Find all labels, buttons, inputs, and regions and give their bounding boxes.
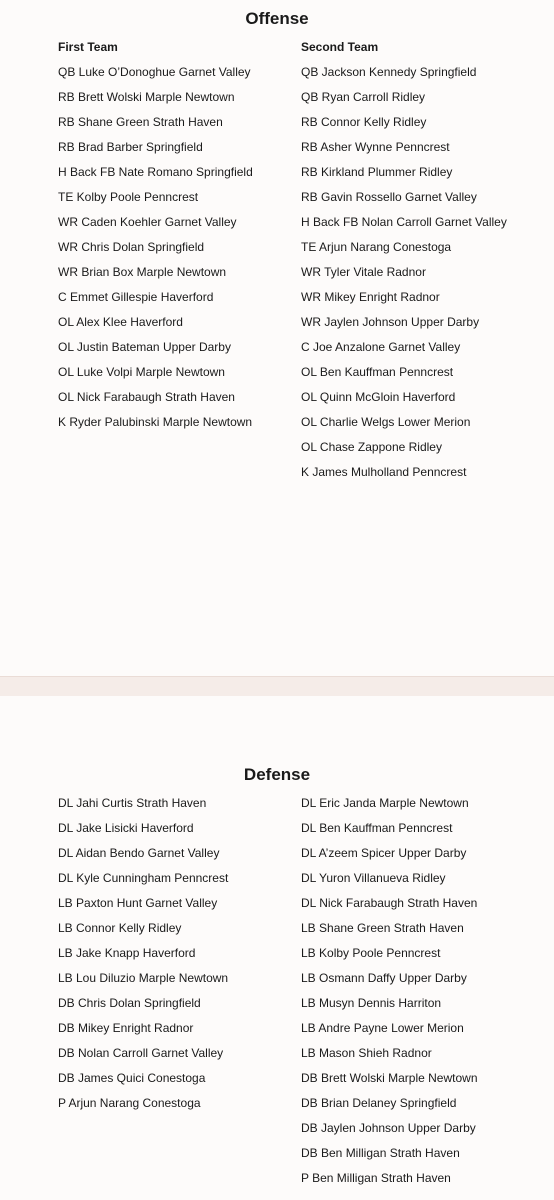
offense-second-team-item: RB Asher Wynne Penncrest [301,140,450,154]
offense-second-team-item: WR Tyler Vitale Radnor [301,265,426,279]
offense-first-team-item: WR Caden Koehler Garnet Valley [58,215,237,229]
defense-first-team-item: DB Nolan Carroll Garnet Valley [58,1046,224,1060]
offense-second-team-item: K James Mulholland Penncrest [301,465,467,479]
defense-second-team-item: LB Andre Payne Lower Merion [301,1021,464,1035]
offense-first-team-list [58,60,253,435]
offense-second-team-item: OL Charlie Welgs Lower Merion [301,415,471,429]
offense-first-team-item: OL Justin Bateman Upper Darby [58,340,231,354]
defense-first-team-item: DL Kyle Cunningham Penncrest [58,871,229,885]
offense-second-team-item: H Back FB Nolan Carroll Garnet Valley [301,215,507,229]
offense-second-team-item: TE Arjun Narang Conestoga [301,240,452,254]
offense-first-team-item: K Ryder Palubinski Marple Newtown [58,415,253,429]
first-team-heading: First Team [58,40,118,54]
defense-second-team-item: DL A’zeem Spicer Upper Darby [301,846,467,860]
offense-second-team-item: RB Connor Kelly Ridley [301,115,427,129]
defense-second-team-item: DB Jaylen Johnson Upper Darby [301,1121,476,1135]
offense-first-team-item: RB Shane Green Strath Haven [58,115,223,129]
offense-second-team-item: QB Jackson Kennedy Springfield [301,65,477,79]
defense-second-team-item: LB Shane Green Strath Haven [301,921,464,935]
offense-second-team-item: WR Jaylen Johnson Upper Darby [301,315,480,329]
defense-first-team-item: LB Paxton Hunt Garnet Valley [58,896,218,910]
defense-second-team-list [301,791,478,1191]
offense-second-team-item: OL Quinn McGloin Haverford [301,390,456,404]
offense-second-team-list [301,60,507,485]
defense-first-team-item: P Arjun Narang Conestoga [58,1096,201,1110]
defense-second-team-item: DL Eric Janda Marple Newtown [301,796,469,810]
defense-first-team-item: LB Connor Kelly Ridley [58,921,182,935]
defense-second-team-item: DB Brian Delaney Springfield [301,1096,457,1110]
defense-first-team-item: DB James Quici Conestoga [58,1071,206,1085]
offense-first-team-item: QB Luke O’Donoghue Garnet Valley [58,65,251,79]
defense-second-team-item: LB Mason Shieh Radnor [301,1046,432,1060]
offense-title: Offense [245,9,309,28]
offense-first-team-item: TE Kolby Poole Penncrest [58,190,199,204]
defense-second-team-item: LB Musyn Dennis Harriton [301,996,442,1010]
defense-first-team-list [58,791,228,1116]
defense-second-team-item: P Ben Milligan Strath Haven [301,1171,451,1185]
offense-second-team-item: QB Ryan Carroll Ridley [301,90,426,104]
defense-first-team-item: DL Jahi Curtis Strath Haven [58,796,207,810]
defense-first-team-item: DL Jake Lisicki Haverford [58,821,194,835]
defense-second-team-item: DL Yuron Villanueva Ridley [301,871,446,885]
page-separator [0,676,554,698]
offense-first-team-item: RB Brad Barber Springfield [58,140,203,154]
defense-page [0,696,554,1200]
defense-first-team-item: DB Chris Dolan Springfield [58,996,201,1010]
offense-second-team-item: WR Mikey Enright Radnor [301,290,440,304]
defense-first-team-item: DL Aidan Bendo Garnet Valley [58,846,220,860]
offense-first-team-item: OL Luke Volpi Marple Newtown [58,365,225,379]
defense-first-team-item: LB Lou Diluzio Marple Newtown [58,971,229,985]
second-team-heading: Second Team [301,40,379,54]
defense-second-team-item: DL Ben Kauffman Penncrest [301,821,453,835]
defense-first-team-item: LB Jake Knapp Haverford [58,946,196,960]
defense-second-team-item: LB Osmann Daffy Upper Darby [301,971,467,985]
offense-first-team-item: H Back FB Nate Romano Springfield [58,165,253,179]
defense-title: Defense [243,765,311,784]
offense-first-team-item: OL Nick Farabaugh Strath Haven [58,390,235,404]
offense-first-team-item: OL Alex Klee Haverford [58,315,183,329]
offense-first-team-item: RB Brett Wolski Marple Newtown [58,90,235,104]
defense-second-team-item: DL Nick Farabaugh Strath Haven [301,896,478,910]
defense-second-team-item: DB Brett Wolski Marple Newtown [301,1071,478,1085]
offense-second-team-item: RB Gavin Rossello Garnet Valley [301,190,477,204]
offense-second-team-item: C Joe Anzalone Garnet Valley [301,340,461,354]
defense-second-team-item: LB Kolby Poole Penncrest [301,946,441,960]
offense-first-team-item: WR Brian Box Marple Newtown [58,265,227,279]
defense-first-team-item: DB Mikey Enright Radnor [58,1021,194,1035]
offense-first-team-item: WR Chris Dolan Springfield [58,240,205,254]
offense-second-team-item: OL Chase Zappone Ridley [301,440,442,454]
offense-second-team-item: OL Ben Kauffman Penncrest [301,365,454,379]
offense-first-team-item: C Emmet Gillespie Haverford [58,290,214,304]
offense-second-team-item: RB Kirkland Plummer Ridley [301,165,453,179]
defense-second-team-item: DB Ben Milligan Strath Haven [301,1146,460,1160]
